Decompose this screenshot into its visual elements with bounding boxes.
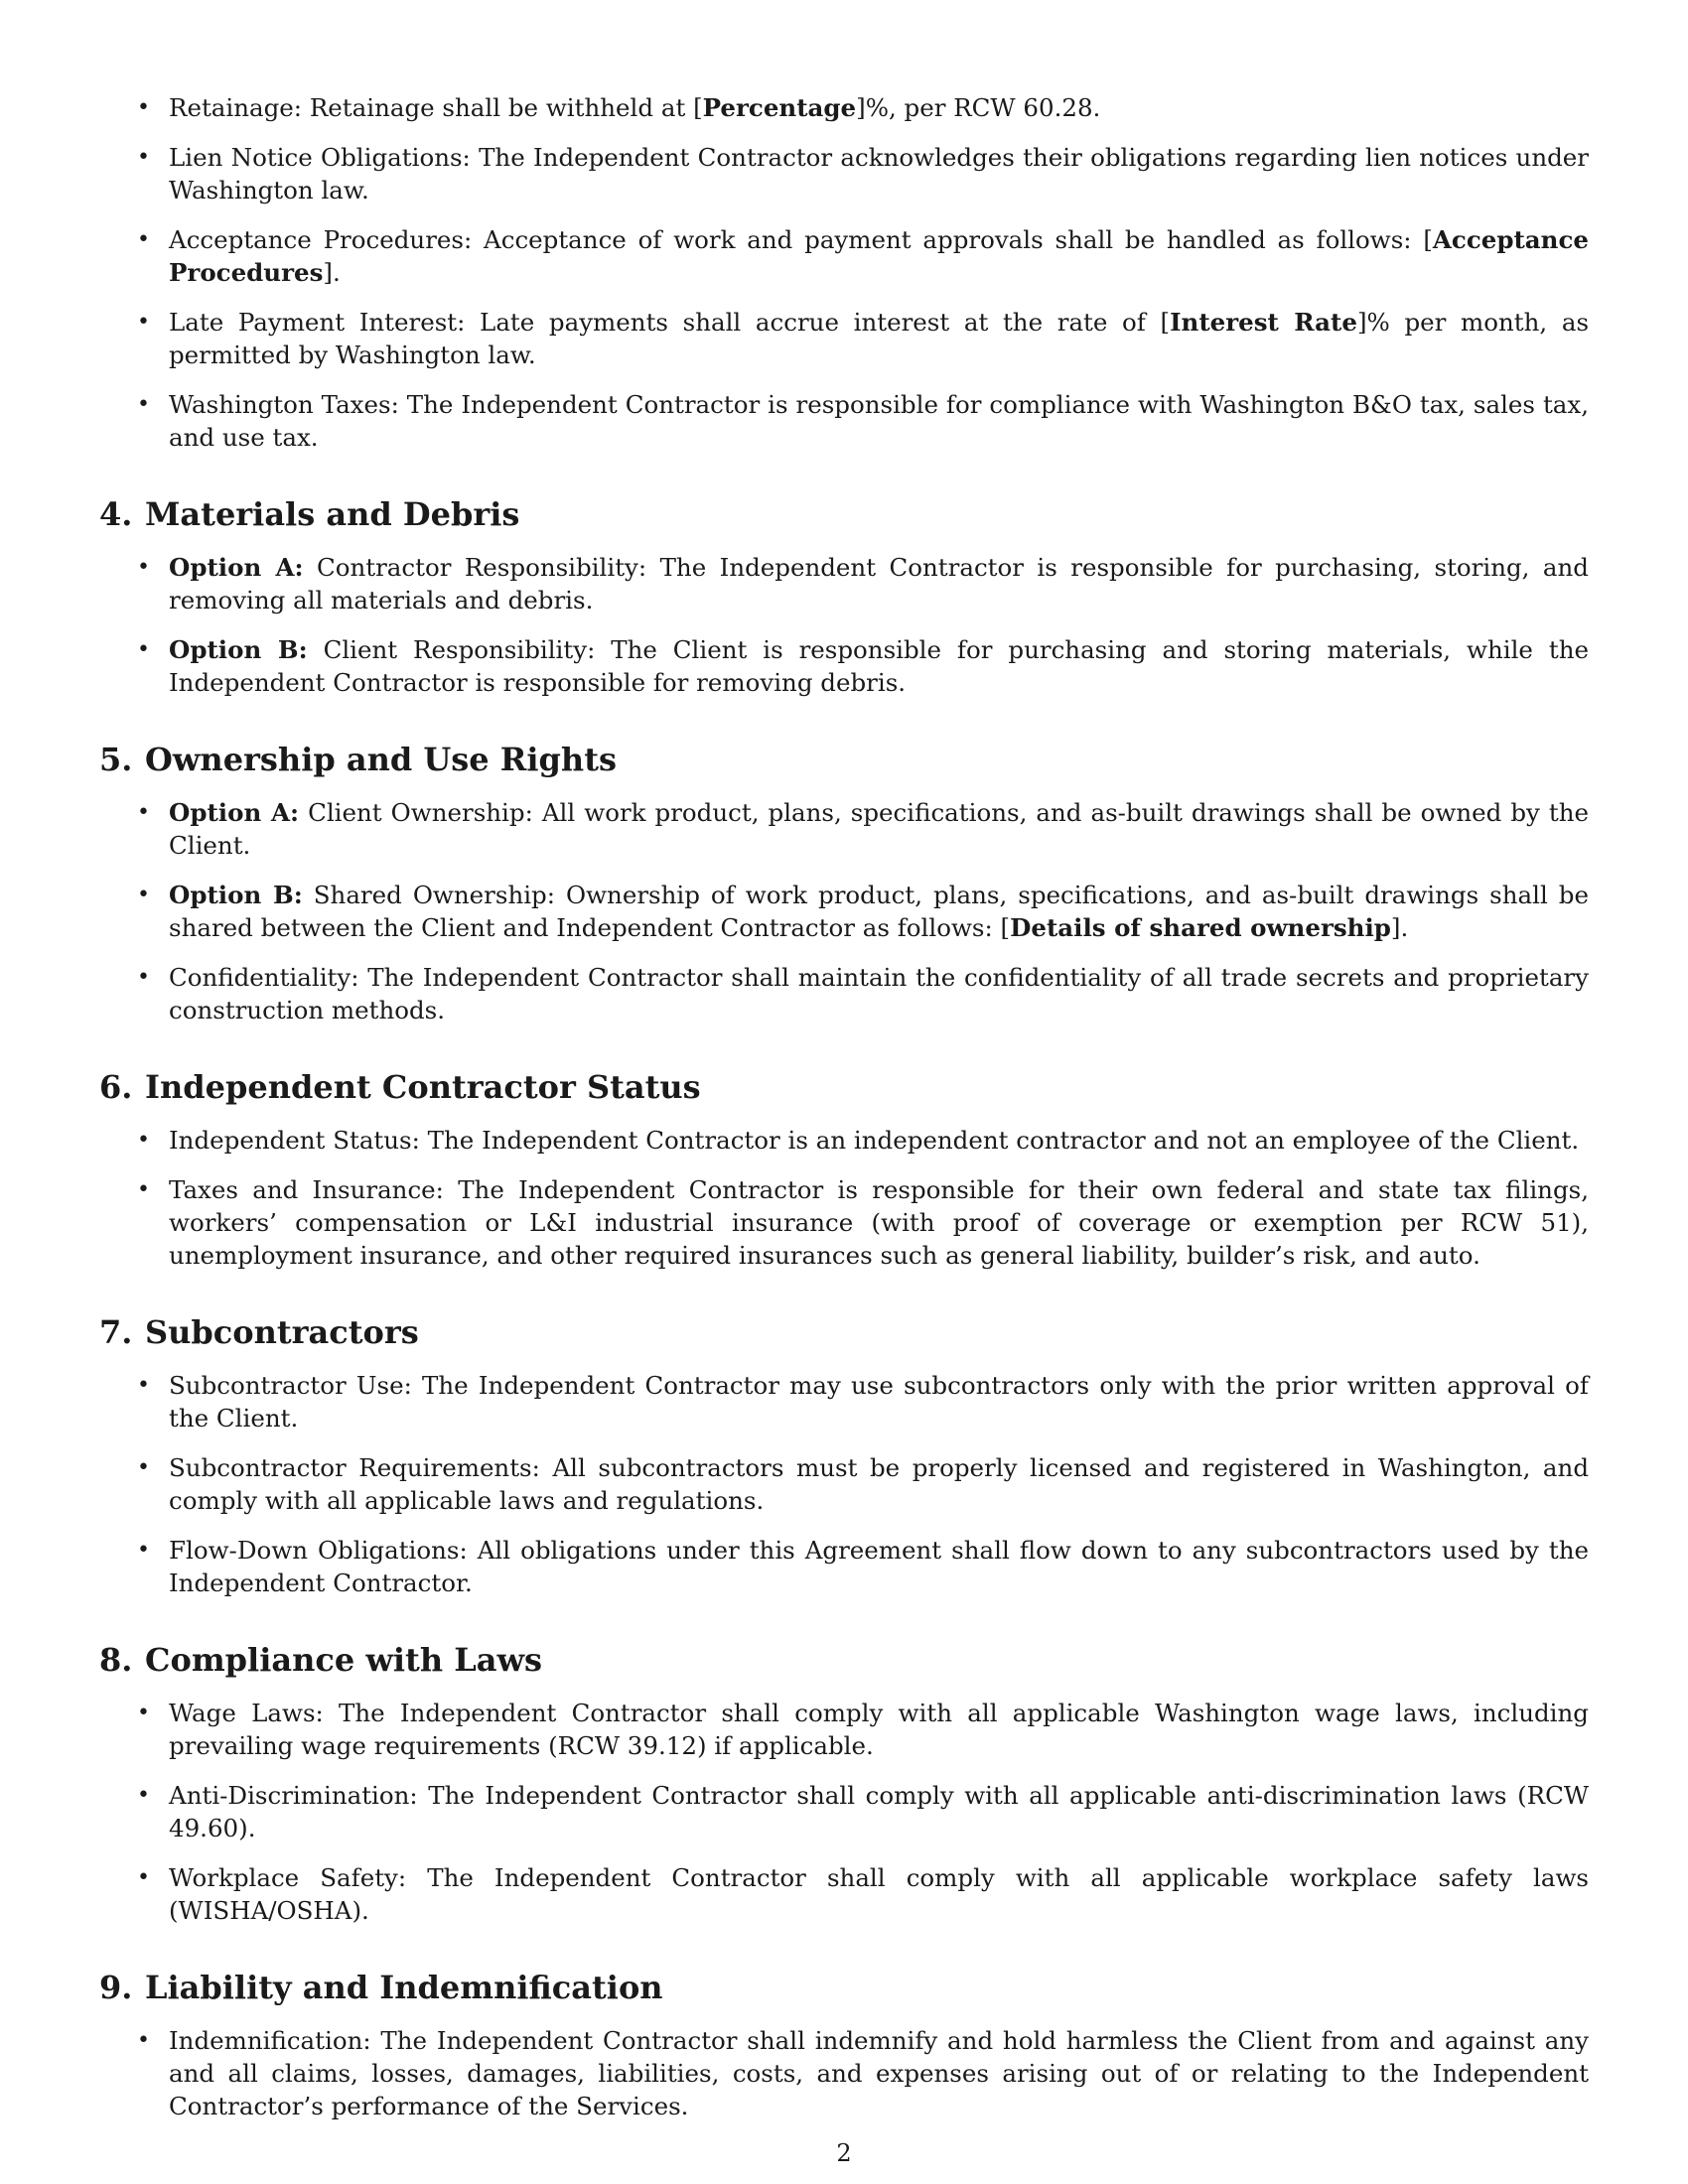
list-item: • Confidentiality: The Independent Contractor shall maintain the confidentiality of all trade secrets and proprietary construction methods. bbox=[99, 961, 1589, 1026]
section-list bbox=[99, 551, 1589, 699]
list-item: • Retainage: Retainage shall be withheld at [Percentage]%, per RCW 60.28. bbox=[99, 91, 1589, 124]
list-item: • Anti-Discrimination: The Independent Contractor shall comply with all applicable anti-discrimination laws (RCW 49.60). bbox=[99, 1779, 1589, 1844]
list-item: • Wage Laws: The Independent Contractor shall comply with all applicable Washington wage laws, including prevailing wage requirements (RCW 39.12) if applicable. bbox=[99, 1697, 1589, 1762]
section-heading-compliance: 8. Compliance with Laws bbox=[99, 1641, 543, 1679]
section-heading-contractor-status: 6. Independent Contractor Status bbox=[99, 1068, 701, 1106]
section-list bbox=[99, 1124, 1589, 1272]
list-item: • Acceptance Procedures: Acceptance of work and payment approvals shall be handled as follows: [Acceptance Procedures]. bbox=[99, 223, 1589, 289]
list-item: • Workplace Safety: The Independent Contractor shall comply with all applicable workplace safety laws (WISHA/OSHA). bbox=[99, 1861, 1589, 1927]
list-item: • Subcontractor Use: The Independent Contractor may use subcontractors only with the prior written approval of the Client. bbox=[99, 1369, 1589, 1434]
section-heading-liability: 9. Liability and Indemnification bbox=[99, 1969, 663, 2006]
list-item: • Lien Notice Obligations: The Independent Contractor acknowledges their obligations regarding lien notices under Washington law. bbox=[99, 141, 1589, 206]
section-list bbox=[99, 1697, 1589, 1927]
section-list bbox=[99, 1369, 1589, 1599]
payment-terms-list bbox=[99, 91, 1589, 454]
list-item: • Option B: Client Responsibility: The Client is responsible for purchasing and storing materials, while the Independent Contractor is responsible for removing debris. bbox=[99, 633, 1589, 699]
document-page bbox=[99, 91, 1589, 2139]
list-item: • Flow-Down Obligations: All obligations under this Agreement shall flow down to any subcontractors used by the Independent Contractor. bbox=[99, 1534, 1589, 1599]
list-item: • Subcontractor Requirements: All subcontractors must be properly licensed and registered in Washington, and comply with all applicable laws and regulations. bbox=[99, 1451, 1589, 1517]
section-list bbox=[99, 796, 1589, 1026]
page-number: 2 bbox=[836, 2139, 852, 2167]
list-item: • Taxes and Insurance: The Independent Contractor is responsible for their own federal and state tax filings, workers’ compensation or L&I industrial insurance (with proof of coverage or exemption per RCW 51), unemployment insurance, and other required insurances such as general liability, builder’s risk, and auto. bbox=[99, 1173, 1589, 1272]
section-heading-materials: 4. Materials and Debris bbox=[99, 495, 520, 533]
section-list bbox=[99, 2024, 1589, 2122]
list-item: • Option A: Contractor Responsibility: The Independent Contractor is responsible for purchasing, storing, and removing all materials and debris. bbox=[99, 551, 1589, 616]
section-heading-subcontractors: 7. Subcontractors bbox=[99, 1313, 419, 1351]
list-item: • Washington Taxes: The Independent Contractor is responsible for compliance with Washington B&O tax, sales tax, and use tax. bbox=[99, 388, 1589, 454]
list-item: • Option B: Shared Ownership: Ownership of work product, plans, specifications, and as-built drawings shall be shared between the Client and Independent Contractor as follows: [Details of shared ownership]. bbox=[99, 879, 1589, 944]
section-heading-ownership: 5. Ownership and Use Rights bbox=[99, 741, 617, 778]
list-item: • Indemnification: The Independent Contractor shall indemnify and hold harmless the Client from and against any and all claims, losses, damages, liabilities, costs, and expenses arising out of or relating to the Independent Contractor’s performance of the Services. bbox=[99, 2024, 1589, 2122]
list-item: • Independent Status: The Independent Contractor is an independent contractor and not an employee of the Client. bbox=[99, 1124, 1589, 1157]
list-item: • Option A: Client Ownership: All work product, plans, specifications, and as-built drawings shall be owned by the Client. bbox=[99, 796, 1589, 862]
list-item: • Late Payment Interest: Late payments shall accrue interest at the rate of [Interest Rate]% per month, as permitted by Washington law. bbox=[99, 306, 1589, 371]
